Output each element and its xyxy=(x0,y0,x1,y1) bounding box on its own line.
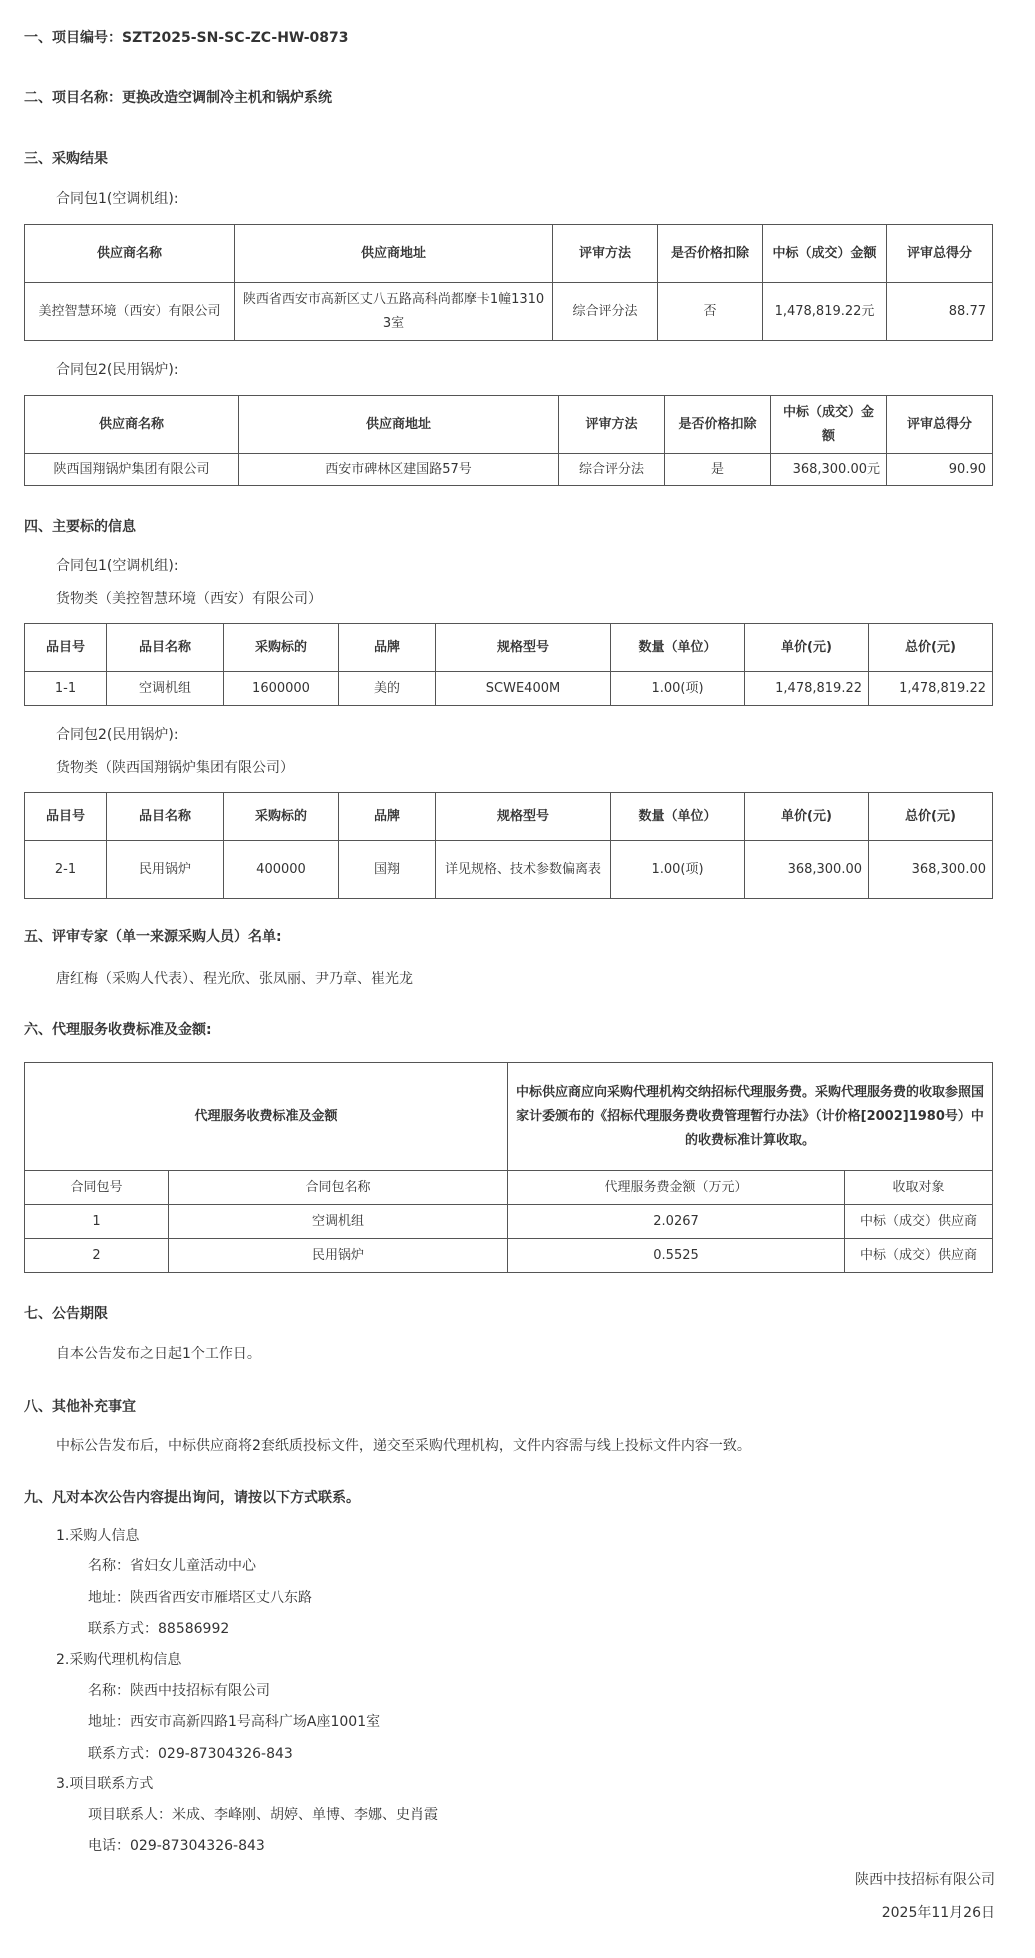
cell-total-score: 88.77 xyxy=(887,283,993,341)
purchaser-info-title: 1.采购人信息 xyxy=(56,1528,140,1544)
section-main-items: 四、主要标的信息 xyxy=(24,519,136,535)
cell-bid-amount: 1,478,819.22元 xyxy=(763,283,887,341)
cell-package-no: 1 xyxy=(25,1205,169,1239)
th-brand: 品牌 xyxy=(339,624,436,672)
items-table-pkg2 xyxy=(24,792,993,899)
agency-address: 地址：西安市高新四路1号高科广场A座1001室 xyxy=(88,1714,381,1730)
cell-quantity: 1.00(项) xyxy=(611,672,745,706)
th-item-name: 品目名称 xyxy=(107,793,224,841)
purchaser-name: 名称：省妇女儿童活动中心 xyxy=(88,1558,256,1574)
cell-package-name: 民用锅炉 xyxy=(169,1239,508,1273)
section-contact: 九、凡对本次公告内容提出询问，请按以下方式联系。 xyxy=(24,1490,360,1506)
th-procurement-target: 采购标的 xyxy=(224,793,339,841)
th-supplier-name: 供应商名称 xyxy=(25,396,239,454)
cell-package-no: 2 xyxy=(25,1239,169,1273)
th-total-price: 总价(元) xyxy=(869,793,993,841)
th-spec-model: 规格型号 xyxy=(436,624,611,672)
cell-brand: 国翔 xyxy=(339,841,436,899)
th-supplier-address: 供应商地址 xyxy=(235,225,553,283)
table-row xyxy=(25,1205,993,1239)
items-pkg2-goods: 货物类（陕西国翔锅炉集团有限公司） xyxy=(56,760,294,776)
th-item-no: 品目号 xyxy=(25,793,107,841)
th-bid-amount: 中标（成交）金额 xyxy=(763,225,887,283)
cell-procurement-target: 400000 xyxy=(224,841,339,899)
section-other-matters: 八、其他补充事宜 xyxy=(24,1399,136,1415)
project-contact-title: 3.项目联系方式 xyxy=(56,1776,154,1792)
th-supplier-address: 供应商地址 xyxy=(239,396,559,454)
cell-item-name: 民用锅炉 xyxy=(107,841,224,899)
th-quantity: 数量（单位） xyxy=(611,793,745,841)
table-row xyxy=(25,841,993,899)
cell-supplier-name: 陕西国翔锅炉集团有限公司 xyxy=(25,454,239,486)
items-pkg2-label: 合同包2(民用锅炉): xyxy=(56,727,179,743)
th-unit-price: 单价(元) xyxy=(745,793,869,841)
cell-unit-price: 368,300.00 xyxy=(745,841,869,899)
cell-unit-price: 1,478,819.22 xyxy=(745,672,869,706)
section-project-number: 一、项目编号：SZT2025-SN-SC-ZC-HW-0873 xyxy=(24,30,349,46)
cell-item-no: 1-1 xyxy=(25,672,107,706)
cell-procurement-target: 1600000 xyxy=(224,672,339,706)
section-experts: 五、评审专家（单一来源采购人员）名单: xyxy=(24,929,282,945)
notice-period-text: 自本公告发布之日起1个工作日。 xyxy=(56,1346,261,1362)
items-table-pkg1 xyxy=(24,623,993,706)
purchaser-phone: 联系方式：88586992 xyxy=(88,1621,230,1637)
cell-spec-model: 详见规格、技术参数偏离表 xyxy=(436,841,611,899)
table-row xyxy=(25,283,993,341)
section-project-name: 二、项目名称：更换改造空调制冷主机和锅炉系统 xyxy=(24,90,332,106)
cell-fee-amount: 2.0267 xyxy=(508,1205,845,1239)
result-table-pkg1 xyxy=(24,224,993,341)
fee-left-title: 代理服务收费标准及金额 xyxy=(25,1063,508,1171)
th-package-name: 合同包名称 xyxy=(169,1171,508,1205)
agency-info-title: 2.采购代理机构信息 xyxy=(56,1652,182,1668)
section-procurement-result: 三、采购结果 xyxy=(24,151,108,167)
th-price-deduction: 是否价格扣除 xyxy=(665,396,771,454)
th-charge-target: 收取对象 xyxy=(845,1171,993,1205)
cell-quantity: 1.00(项) xyxy=(611,841,745,899)
th-total-score: 评审总得分 xyxy=(887,225,993,283)
cell-item-no: 2-1 xyxy=(25,841,107,899)
th-brand: 品牌 xyxy=(339,793,436,841)
purchaser-address: 地址：陕西省西安市雁塔区丈八东路 xyxy=(88,1590,312,1606)
section-agency-fee: 六、代理服务收费标准及金额: xyxy=(24,1022,212,1038)
th-price-deduction: 是否价格扣除 xyxy=(658,225,763,283)
cell-item-name: 空调机组 xyxy=(107,672,224,706)
table-row xyxy=(25,672,993,706)
th-quantity: 数量（单位） xyxy=(611,624,745,672)
th-package-no: 合同包号 xyxy=(25,1171,169,1205)
cell-total-price: 368,300.00 xyxy=(869,841,993,899)
project-contact-people: 项目联系人：米成、李峰刚、胡婷、单博、李娜、史肖霞 xyxy=(88,1807,438,1823)
agency-phone: 联系方式：029-87304326-843 xyxy=(88,1746,293,1762)
cell-package-name: 空调机组 xyxy=(169,1205,508,1239)
th-item-no: 品目号 xyxy=(25,624,107,672)
th-item-name: 品目名称 xyxy=(107,624,224,672)
cell-charge-target: 中标（成交）供应商 xyxy=(845,1205,993,1239)
th-bid-amount: 中标（成交）金额 xyxy=(771,396,887,454)
cell-price-deduction: 否 xyxy=(658,283,763,341)
result-pkg2-label: 合同包2(民用锅炉): xyxy=(56,362,179,378)
cell-price-deduction: 是 xyxy=(665,454,771,486)
th-total-score: 评审总得分 xyxy=(887,396,993,454)
other-matters-text: 中标公告发布后，中标供应商将2套纸质投标文件，递交至采购代理机构，文件内容需与线上投标文件内容一致。 xyxy=(56,1438,751,1454)
th-spec-model: 规格型号 xyxy=(436,793,611,841)
cell-supplier-address: 西安市碑林区建国路57号 xyxy=(239,454,559,486)
cell-supplier-name: 美控智慧环境（西安）有限公司 xyxy=(25,283,235,341)
table-row xyxy=(25,1239,993,1273)
cell-charge-target: 中标（成交）供应商 xyxy=(845,1239,993,1273)
th-supplier-name: 供应商名称 xyxy=(25,225,235,283)
fee-note: 中标供应商应向采购代理机构交纳招标代理服务费。采购代理服务费的收取参照国家计委颁布的《招标代理服务费收费管理暂行办法》（计价格[2002]1980号）中的收费标准计算收取。 xyxy=(508,1063,993,1171)
items-pkg1-goods: 货物类（美控智慧环境（西安）有限公司） xyxy=(56,591,322,607)
cell-brand: 美的 xyxy=(339,672,436,706)
experts-list: 唐红梅（采购人代表）、程光欣、张凤丽、尹乃章、崔光龙 xyxy=(56,971,413,987)
project-contact-phone: 电话：029-87304326-843 xyxy=(88,1838,265,1854)
th-review-method: 评审方法 xyxy=(559,396,665,454)
section-notice-period: 七、公告期限 xyxy=(24,1306,108,1322)
th-procurement-target: 采购标的 xyxy=(224,624,339,672)
th-unit-price: 单价(元) xyxy=(745,624,869,672)
th-fee-amount: 代理服务费金额（万元） xyxy=(508,1171,845,1205)
table-row xyxy=(25,454,993,486)
cell-supplier-address: 陕西省西安市高新区丈八五路高科尚都摩卡1幢13103室 xyxy=(235,283,553,341)
cell-total-price: 1,478,819.22 xyxy=(869,672,993,706)
th-review-method: 评审方法 xyxy=(553,225,658,283)
cell-spec-model: SCWE400M xyxy=(436,672,611,706)
agency-name: 名称：陕西中技招标有限公司 xyxy=(88,1683,270,1699)
items-pkg1-label: 合同包1(空调机组): xyxy=(56,558,179,574)
cell-fee-amount: 0.5525 xyxy=(508,1239,845,1273)
signature-date: 2025年11月26日 xyxy=(881,1905,995,1921)
cell-review-method: 综合评分法 xyxy=(553,283,658,341)
result-table-pkg2 xyxy=(24,395,993,486)
cell-bid-amount: 368,300.00元 xyxy=(771,454,887,486)
result-pkg1-label: 合同包1(空调机组): xyxy=(56,191,179,207)
cell-review-method: 综合评分法 xyxy=(559,454,665,486)
cell-total-score: 90.90 xyxy=(887,454,993,486)
signature-org: 陕西中技招标有限公司 xyxy=(855,1872,995,1888)
fee-table xyxy=(24,1062,993,1273)
th-total-price: 总价(元) xyxy=(869,624,993,672)
